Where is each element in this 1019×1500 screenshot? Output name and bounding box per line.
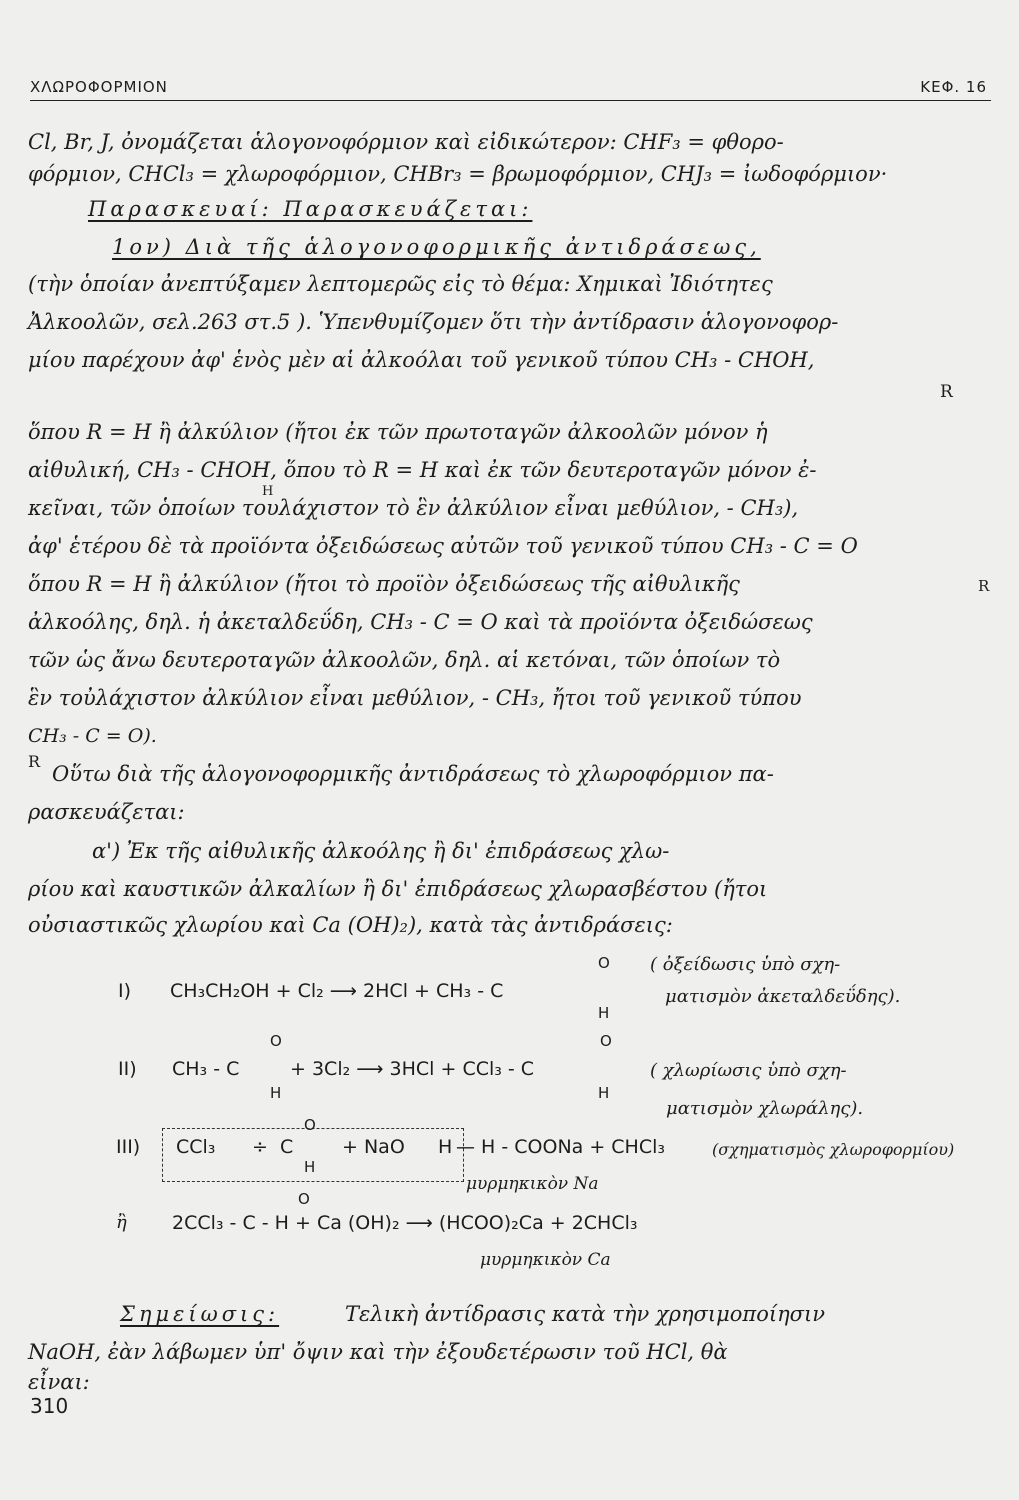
conjunction: ἢ xyxy=(116,1212,127,1233)
reaction-equation: 2CCl₃ - C - H + Ca (OH)₂ ⟶ (HCOO)₂Ca + 2CHCl₃ xyxy=(172,1212,638,1234)
section-heading: Παρασκευαί: Παρασκευάζεται: xyxy=(88,197,533,221)
oxygen-atom: O xyxy=(304,1116,316,1134)
text-line: αἰθυλική, CH₃ - CHOH, ὅπου τὸ R = H καὶ ἐκ τῶν δευτεροταγῶν μόνον ἐ- xyxy=(28,458,817,482)
hydrogen-atom: H xyxy=(598,1004,610,1022)
reaction-equation: + NaO xyxy=(342,1136,405,1158)
reaction-note: (σχηματισμὸς χλωροφορμίου) xyxy=(712,1140,955,1159)
reaction-equation: H xyxy=(438,1136,453,1158)
note-text: εἶναι: xyxy=(28,1370,90,1394)
text-line: ὅπου R = H ἢ ἀλκύλιον (ἤτοι ἐκ τῶν πρωτοταγῶν ἀλκοολῶν μόνον ἡ xyxy=(28,420,768,444)
reaction-2 xyxy=(0,1032,1019,1119)
running-header-title: ΧΛΩΡΟΦΟΡΜΙΟΝ xyxy=(30,78,168,96)
text-line: ἀφ' ἑτέρου δὲ τὰ προϊόντα ὀξειδώσεως αὐτῶν τοῦ γενικοῦ τύπου CH₃ - C = O xyxy=(28,534,858,558)
substituent-R: R xyxy=(940,382,953,402)
text-line: μίου παρέχουν ἀφ' ἑνὸς μὲν αἱ ἀλκοόλαι τοῦ γενικοῦ τύπου CH₃ - CHOH, xyxy=(28,348,815,372)
reaction-label: I) xyxy=(118,980,132,1002)
reaction-equation: — H - COONa + CHCl₃ xyxy=(456,1136,666,1158)
note-text: Τελικὴ ἀντίδρασις κατὰ τὴν χρησιμοποίησιν xyxy=(345,1302,825,1326)
oxygen-atom: O xyxy=(298,1190,310,1208)
reaction-equation: C xyxy=(280,1136,294,1158)
reaction-1 xyxy=(0,954,1019,1040)
compound-name: μυρμηκικὸν Na xyxy=(466,1174,599,1194)
reaction-equation: CH₃ - C xyxy=(172,1058,240,1080)
text-line: τῶν ὡς ἄνω δευτεροταγῶν ἀλκοολῶν, δηλ. αἱ κετόναι, τῶν ὁποίων τὸ xyxy=(28,648,781,672)
compound-name: μυρμηκικὸν Ca xyxy=(480,1250,611,1270)
reaction-equation: CCl₃ xyxy=(176,1136,216,1158)
text-line: ρίου καὶ καυστικῶν ἀλκαλίων ἢ δι' ἐπιδράσεως χλωρασβέστου (ἤτοι xyxy=(28,877,768,901)
text-line: Οὕτω διὰ τῆς ἁλογονοφορμικῆς ἀντιδράσεως τὸ χλωροφόρμιον πα- xyxy=(52,762,774,786)
reaction-note: ματισμὸν χλωράλης). xyxy=(666,1098,864,1119)
hydrogen-atom: H xyxy=(304,1158,316,1176)
note-label: Σημείωσις: xyxy=(120,1302,280,1326)
text-line: κεῖναι, τῶν ὁποίων τουλάχιστον τὸ ἓν ἀλκύλιον εἶναι μεθύλιον, - CH₃), xyxy=(28,496,799,520)
reaction-4 xyxy=(0,1190,1019,1282)
text-line: ἓν τοὐλάχιστον ἀλκύλιον εἶναι μεθύλιον, - CH₃, ἤτοι τοῦ γενικοῦ τύπου xyxy=(28,686,802,710)
reaction-3: III) CCl₃ ÷ C O H + NaO H — H - COONa + CHCl₃ (σχηματισμὸς χλωροφορμίου) μυρμηκικὸν Na xyxy=(116,1116,955,1194)
oxygen-atom: O xyxy=(600,1032,612,1050)
text-line: ρασκευάζεται: xyxy=(28,800,185,824)
text-line: (τὴν ὁποίαν ἀνεπτύξαμεν λεπτομερῶς εἰς τὸ θέμα: Χημικαὶ Ἰδιότητες xyxy=(28,272,773,296)
text-line: CH₃ - C = O). xyxy=(28,725,157,747)
header-rule xyxy=(30,100,991,101)
text-line: ἀλκοόλης, δηλ. ἡ ἀκεταλδεΰδη, CH₃ - C = O καὶ τὰ προϊόντα ὀξειδώσεως xyxy=(28,610,813,634)
reaction-label: II) xyxy=(118,1058,137,1080)
oxygen-atom: O xyxy=(270,1032,282,1050)
hydrogen-atom: H xyxy=(598,1084,610,1102)
subsection-a: α') Ἐκ τῆς αἰθυλικῆς ἀλκοόλης ἢ δι' ἐπιδράσεως χλω- xyxy=(92,839,670,863)
subsection-heading: 1ον) Διὰ τῆς ἁλογονοφορμικῆς ἀντιδράσεως, xyxy=(112,235,761,259)
running-header-chapter: ΚΕΦ. 16 xyxy=(920,78,987,96)
reaction-note: ( ὀξείδωσις ὑπὸ σχη- xyxy=(650,954,841,975)
text-line: ὅπου R = H ἢ ἀλκύλιον (ἤτοι τὸ προϊὸν ὀξειδώσεως τῆς αἰθυλικῆς xyxy=(28,572,740,596)
text-line: Ἀλκοολῶν, σελ.263 στ.5 ). Ὑπενθυμίζομεν ὅτι τὴν ἀντίδρασιν ἁλογονοφορ- xyxy=(28,310,839,334)
reaction-note: ματισμὸν ἀκεταλδεΰδης). xyxy=(665,986,901,1007)
substituent-R: R xyxy=(28,752,41,771)
note-text: NaOH, ἐὰν λάβωμεν ὑπ' ὄψιν καὶ τὴν ἐξουδετέρωσιν τοῦ HCl, θὰ xyxy=(28,1340,728,1364)
substituent-R: R xyxy=(978,577,990,595)
text-line: Cl, Br, J, ὀνομάζεται ἁλογονοφόρμιον καὶ εἰδικώτερον: CHF₃ = φθορο- xyxy=(28,130,784,154)
text-line: οὐσιαστικῶς χλωρίου καὶ Ca (OH)₂), κατὰ τὰς ἀντιδράσεις: xyxy=(28,913,673,937)
reaction-equation: + 3Cl₂ ⟶ 3HCl + CCl₃ - C xyxy=(290,1058,535,1080)
text-line: φόρμιον, CHCl₃ = χλωροφόρμιον, CHBr₃ = βρωμοφόρμιον, CHJ₃ = ἰωδοφόρμιον· xyxy=(28,162,888,186)
page-number: 310 xyxy=(30,1394,69,1418)
reaction-label: III) xyxy=(116,1136,141,1158)
reaction-note: ( χλωρίωσις ὑπὸ σχη- xyxy=(650,1060,847,1081)
reaction-equation: CH₃CH₂OH + Cl₂ ⟶ 2HCl + CH₃ - C xyxy=(170,980,504,1002)
oxygen-atom: O xyxy=(598,954,610,972)
substituent-H: H xyxy=(262,484,274,499)
hydrogen-atom: H xyxy=(270,1084,282,1102)
